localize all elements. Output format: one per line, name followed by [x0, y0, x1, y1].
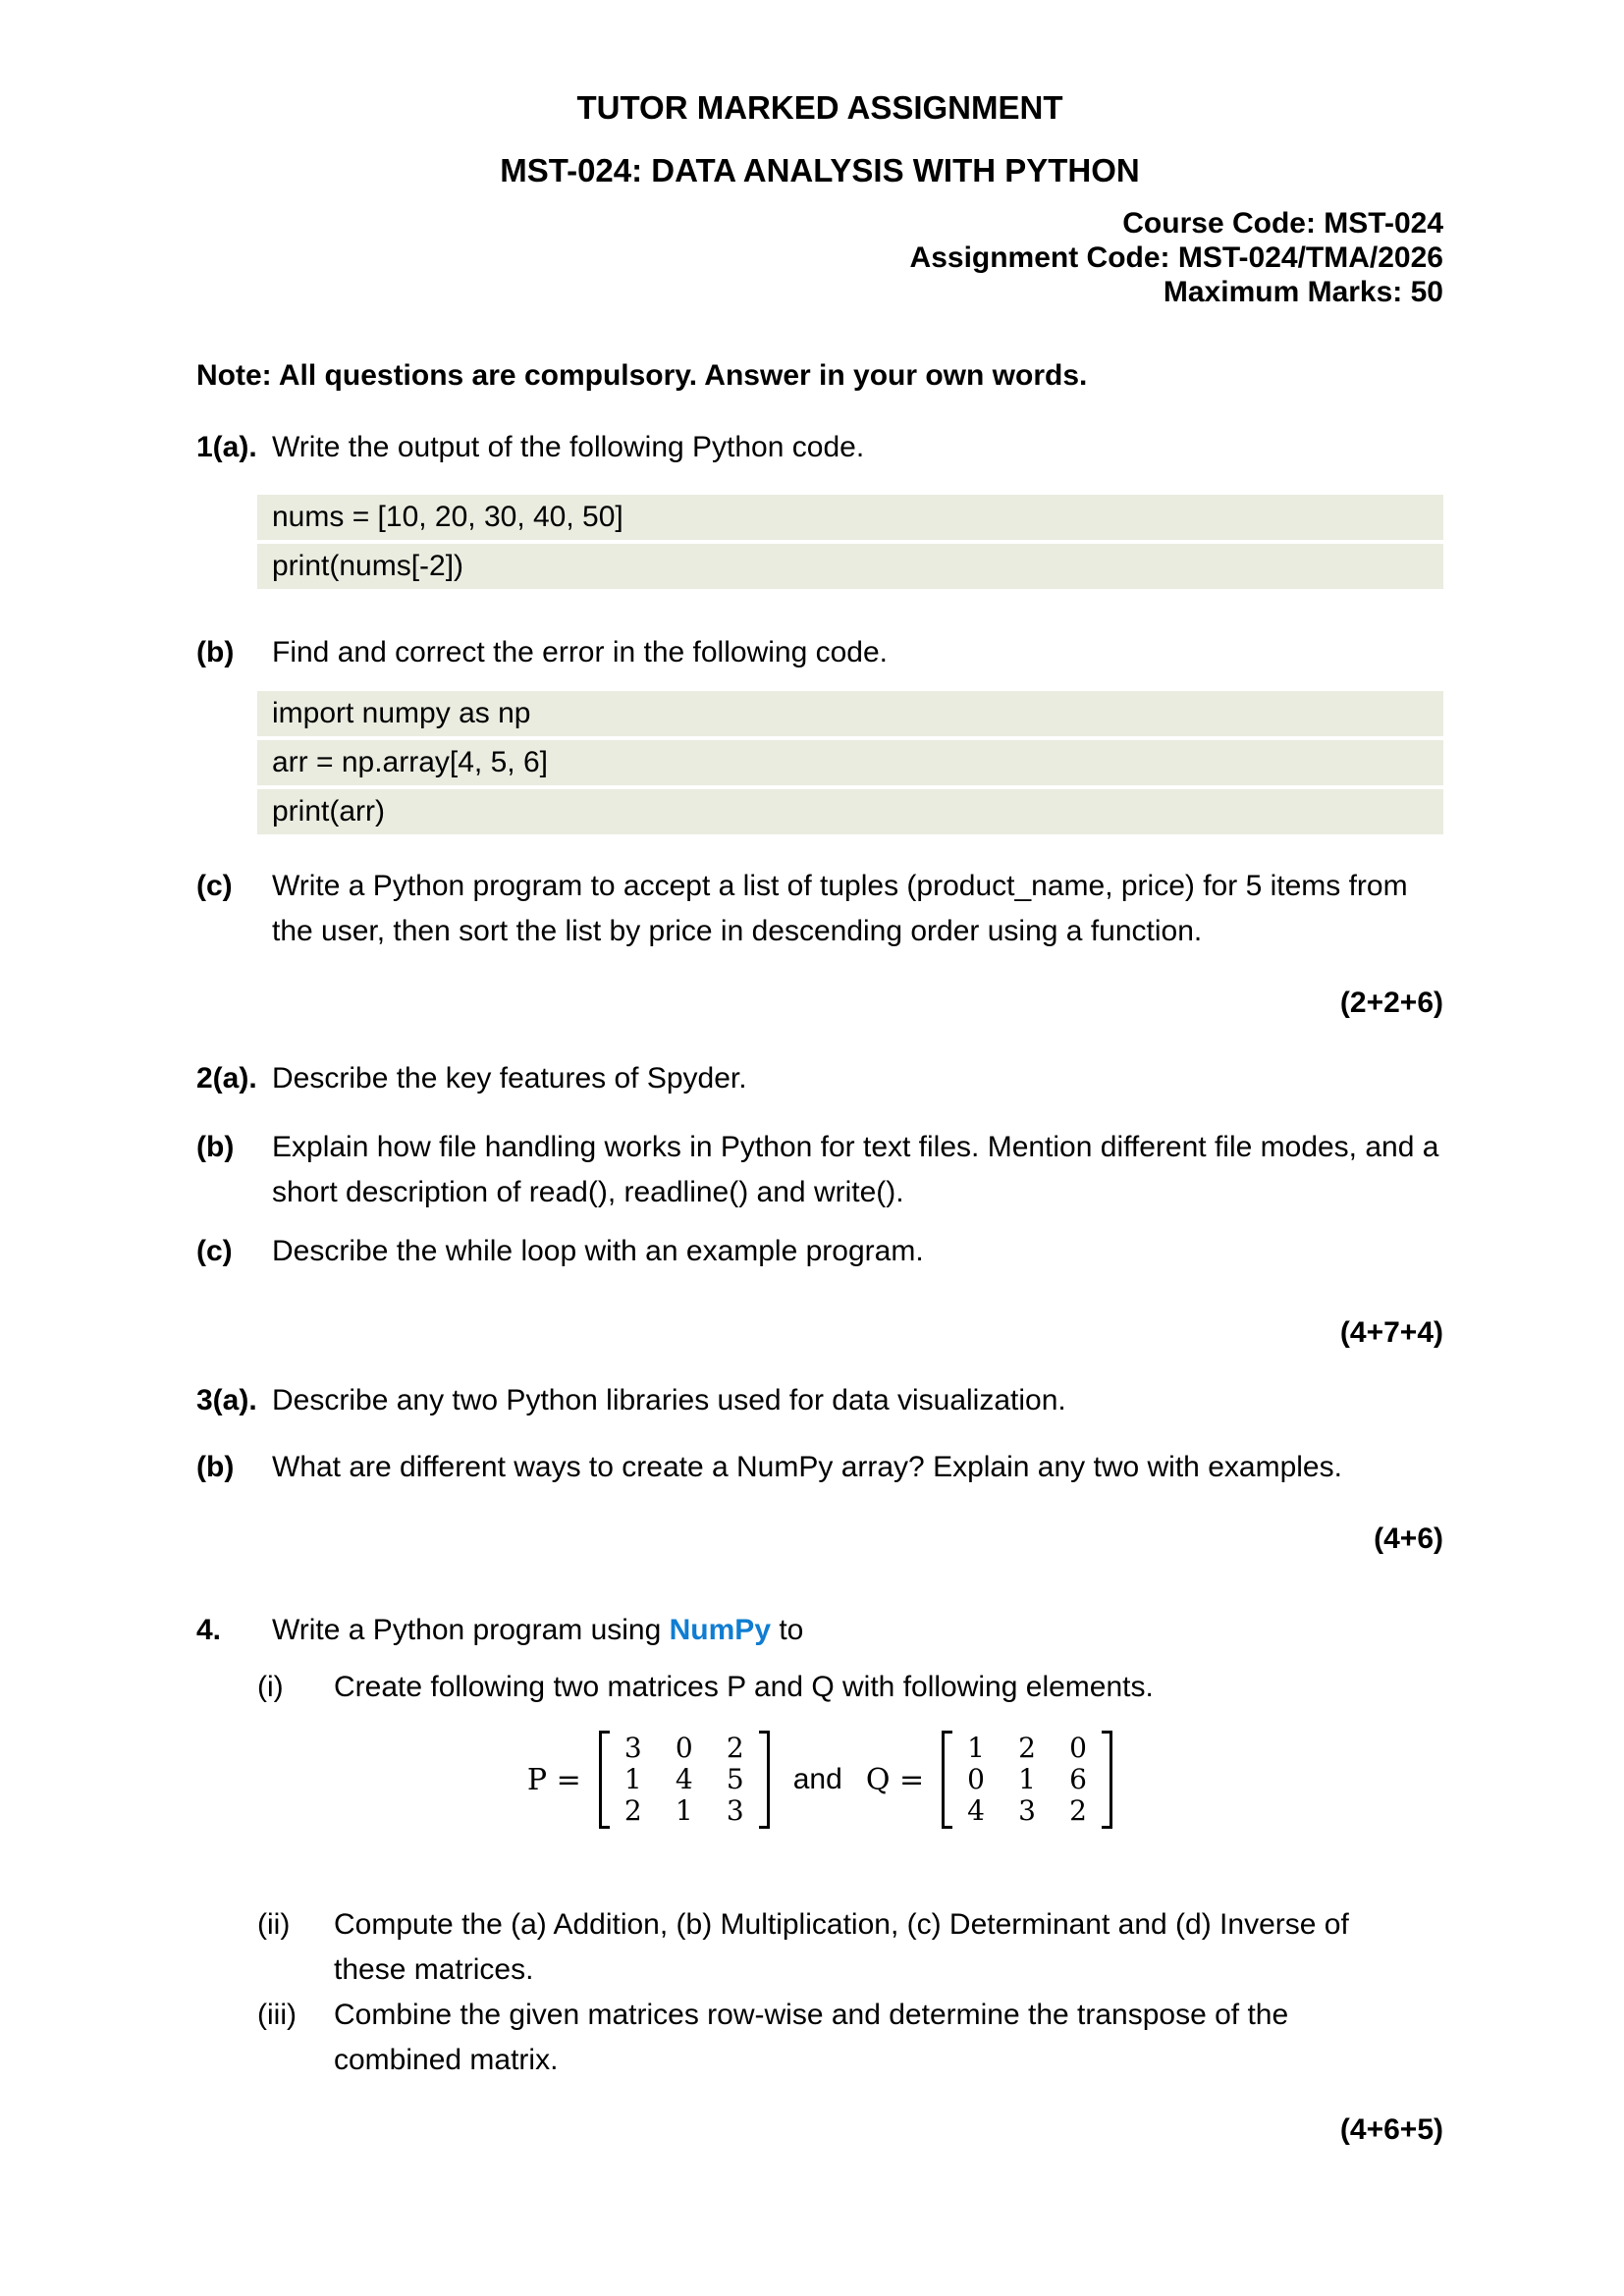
bracket-left — [942, 1731, 952, 1829]
code-line: import numpy as np — [257, 691, 1443, 736]
question-4i-label: (i) — [257, 1671, 284, 1703]
question-3a-text: Describe any two Python libraries used for data visualization. — [272, 1384, 1066, 1416]
question-1c-label: (c) — [196, 870, 233, 902]
code-line: nums = [10, 20, 30, 40, 50] — [257, 495, 1443, 540]
maximum-marks: Maximum Marks: 50 — [1163, 276, 1443, 308]
question-4ii-text: Compute the (a) Addition, (b) Multiplication, (c) Determinant and (d) Inverse of these matrices. — [334, 1908, 1349, 1986]
question-2c-text: Describe the while loop with an example program. — [272, 1235, 924, 1267]
assignment-meta — [196, 206, 1443, 309]
bracket-right — [1102, 1731, 1112, 1829]
question-3b-text: What are different ways to create a NumPy array? Explain any two with examples. — [272, 1451, 1342, 1483]
question-3b-label: (b) — [196, 1451, 235, 1483]
question-1a-label: 1(a). — [196, 431, 257, 463]
code-line: print(nums[-2]) — [257, 544, 1443, 589]
question-2a — [196, 1056, 1443, 1101]
and-text: and — [792, 1763, 842, 1795]
code-line: arr = np.array[4, 5, 6] — [257, 740, 1443, 785]
course-code: Course Code: MST-024 — [1122, 207, 1443, 240]
matrix-p-name: P = — [526, 1762, 581, 1797]
question-1b — [196, 630, 1443, 675]
marks-q2: (4+7+4) — [1339, 1316, 1443, 1349]
question-1a-text: Write the output of the following Python code. — [272, 431, 865, 463]
question-2a-text: Describe the key features of Spyder. — [272, 1062, 747, 1095]
matrices-equation — [196, 1726, 1443, 1834]
code-block-1 — [257, 495, 1443, 589]
code-block-2 — [257, 691, 1443, 834]
question-2c-label: (c) — [196, 1235, 233, 1267]
marks-q1: (2+2+6) — [1339, 987, 1443, 1019]
question-4ii — [257, 1902, 1443, 1993]
code-line: print(arr) — [257, 789, 1443, 834]
question-1a — [196, 425, 1443, 470]
matrix-q-name: Q = — [865, 1762, 925, 1797]
question-4-text-post: to — [771, 1614, 804, 1646]
marks-q3: (4+6) — [1374, 1522, 1443, 1555]
bracket-left — [599, 1731, 610, 1829]
question-4i — [257, 1665, 1443, 1710]
question-4ii-label: (ii) — [257, 1908, 291, 1941]
matrix-q-values: 1 2 0 0 1 6 4 3 2 — [967, 1732, 1087, 1827]
question-4-label: 4. — [196, 1614, 222, 1646]
marks-q4: (4+6+5) — [1339, 2113, 1443, 2146]
question-3a-label: 3(a). — [196, 1384, 257, 1416]
question-2b — [196, 1125, 1443, 1215]
question-1c-text: Write a Python program to accept a list of tuples (product_name, price) for 5 items from the user, then sort the list by price in descending order using a function. — [272, 870, 1408, 947]
question-2b-label: (b) — [196, 1131, 235, 1163]
question-1c — [196, 864, 1443, 954]
question-2a-label: 2(a). — [196, 1062, 257, 1095]
question-3a — [196, 1378, 1443, 1423]
matrix-p-values: 3 0 2 1 4 5 2 1 3 — [623, 1732, 744, 1827]
question-3b — [196, 1445, 1443, 1490]
matrix-q — [942, 1731, 1112, 1829]
question-4-text — [272, 1608, 1443, 1653]
note-line: Note: All questions are compulsory. Answer in your own words. — [196, 359, 1088, 392]
question-4i-text: Create following two matrices P and Q with following elements. — [334, 1671, 1154, 1703]
question-2b-text: Explain how file handling works in Python for text files. Mention different file modes, and a short description of read(), readline() and write(). — [272, 1131, 1439, 1208]
question-1b-text: Find and correct the error in the following code. — [272, 636, 888, 668]
question-4iii — [257, 1993, 1443, 2083]
question-4-text-pre: Write a Python program using — [272, 1614, 670, 1646]
document-title: TUTOR MARKED ASSIGNMENT — [576, 89, 1063, 126]
question-2c — [196, 1229, 1443, 1274]
question-4iii-text: Combine the given matrices row-wise and determine the transpose of the combined matrix. — [334, 1999, 1289, 2076]
course-title: MST-024: DATA ANALYSIS WITH PYTHON — [500, 152, 1140, 188]
assignment-code: Assignment Code: MST-024/TMA/2026 — [909, 241, 1443, 274]
question-1b-label: (b) — [196, 636, 235, 668]
numpy-link[interactable]: NumPy — [669, 1614, 771, 1646]
question-4iii-label: (iii) — [257, 1999, 297, 2031]
question-4 — [196, 1608, 1443, 1653]
bracket-right — [759, 1731, 770, 1829]
matrix-p — [599, 1731, 770, 1829]
